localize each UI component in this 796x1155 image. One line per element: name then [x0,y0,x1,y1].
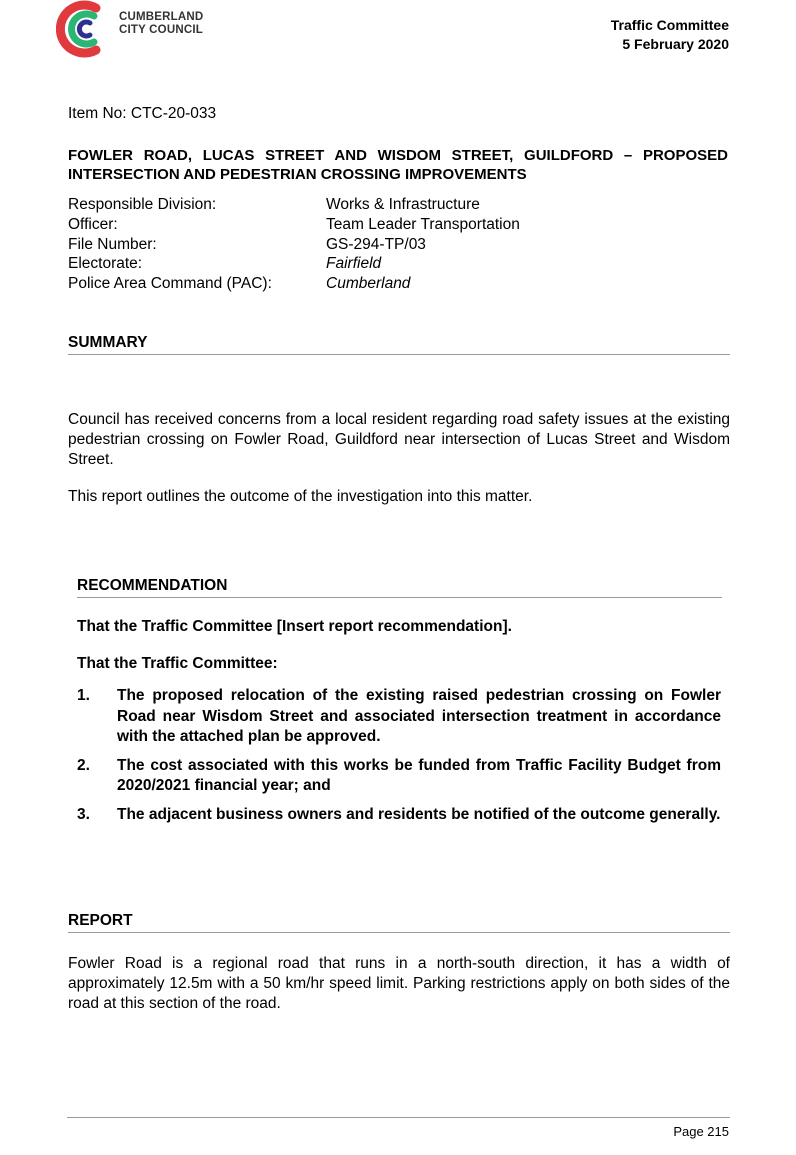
meta-value: GS-294-TP/03 [326,235,426,253]
recommendation-heading: RECOMMENDATION [77,577,722,598]
meta-value: Team Leader Transportation [326,215,520,233]
recommendation-list [77,686,721,833]
logo-text-line1: CUMBERLAND [119,11,204,23]
list-item-number: 2. [77,756,90,774]
meta-row-officer [68,215,520,235]
page-number: Page 215 [673,1124,729,1139]
list-item [77,805,721,826]
item-number: Item No: CTC-20-033 [68,105,217,122]
list-item-number: 3. [77,805,90,823]
report-title: FOWLER ROAD, LUCAS STREET AND WISDOM STREET, GUILDFORD – PROPOSED INTERSECTION AND PEDESTRIAN CROSSING IMPROVEMENTS [68,147,728,183]
meta-row-electorate [68,254,520,274]
report-heading: REPORT [68,912,730,933]
list-item-text: The proposed relocation of the existing raised pedestrian crossing on Fowler Road near Wisdom Street and associated intersection treatment in accordance with the attached plan be approved. [117,687,721,745]
summary-paragraph-2: This report outlines the outcome of the investigation into this matter. [68,488,533,505]
recommendation-line-2: That the Traffic Committee: [77,655,278,672]
list-item [77,686,721,748]
summary-heading: SUMMARY [68,334,730,355]
council-logo-icon [56,0,116,58]
list-item-text: The adjacent business owners and residents be notified of the outcome generally. [117,805,721,823]
list-item-number: 1. [77,687,90,704]
meta-label: Responsible Division: [68,196,217,213]
meta-value: Works & Infrastructure [326,196,480,213]
list-item [77,756,721,797]
committee-name: Traffic Committee [610,17,729,33]
summary-paragraph-1: Council has received concerns from a local resident regarding road safety issues at the existing pedestrian crossing on Fowler Road, Guildford near intersection of Lucas Street and Wisdom Street. [68,411,730,468]
footer-divider [67,1117,730,1118]
recommendation-line-1: That the Traffic Committee [Insert report recommendation]. [77,618,512,635]
report-meta [68,195,520,294]
meta-value: Cumberland [326,275,411,293]
meta-row-file-number [68,235,520,255]
header-meta [611,16,729,54]
meta-row-pac [68,274,520,294]
meta-label: Electorate: [68,255,143,273]
council-logo [56,0,246,58]
meta-label: Police Area Command (PAC): [68,275,272,293]
report-paragraph-1: Fowler Road is a regional road that runs in a north-south direction, it has a width of approximately 12.5m with a 50 km/hr speed limit. Parking restrictions apply on both sides of the road at this section of the road. [68,955,730,1012]
meta-value: Fairfield [326,255,382,273]
meta-label: Officer: [68,215,118,233]
meta-label: File Number: [68,235,157,253]
meeting-date: 5 February 2020 [622,36,729,52]
logo-text-line2: CITY COUNCIL [119,24,203,36]
list-item-text: The cost associated with this works be funded from Traffic Facility Budget from 2020/2021 financial year; and [117,756,721,794]
meta-row-division [68,195,520,215]
logo-text [119,11,203,37]
